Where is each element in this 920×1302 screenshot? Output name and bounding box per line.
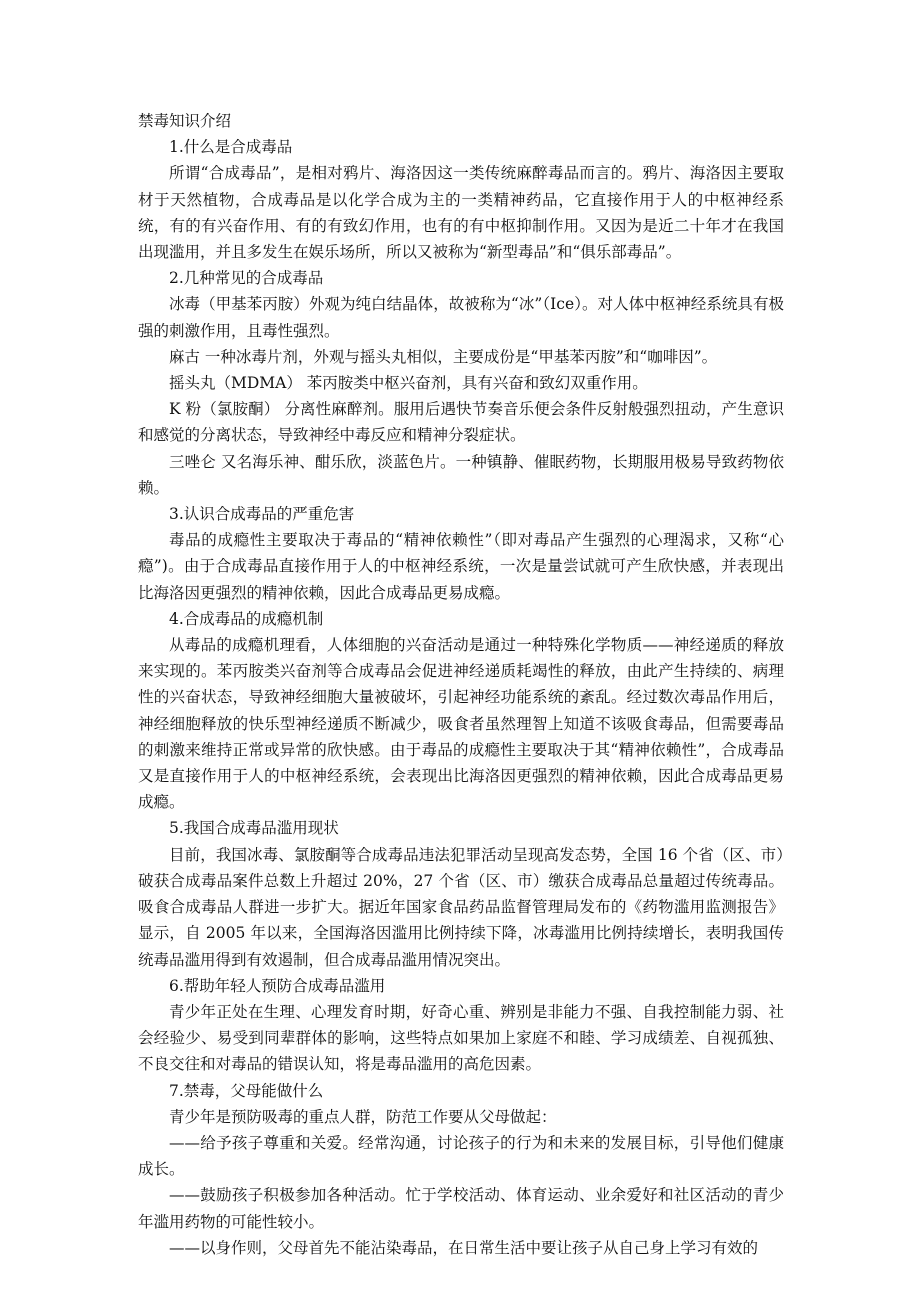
drug-ketamine-paragraph: K 粉（氯胺酮） 分离性麻醉剂。服用后遇快节奏音乐便会条件反射般强烈扭动，产生意识和感觉的分离状态，导致神经中毒反应和精神分裂症状。 <box>138 400 784 445</box>
section-5-heading: 5.我国合成毒品滥用现状 <box>169 819 339 838</box>
drug-magu-paragraph: 麻古 一种冰毒片剂，外观与摇头丸相似，主要成份是“甲基苯丙胺”和“咖啡因”。 <box>169 347 718 366</box>
section-1-heading: 1.什么是合成毒品 <box>169 138 293 157</box>
parent-tip-example: ——以身作则，父母首先不能沾染毒品，在日常生活中要让孩子从自己身上学习有效的 <box>169 1238 759 1257</box>
drug-ice-paragraph: 冰毒（甲基苯丙胺）外观为纯白结晶体，故被称为“冰”（Ice）。对人体中枢神经系统具有极强的刺激作用，且毒性强烈。 <box>138 295 784 340</box>
drug-triazolam-paragraph: 三唑仑 又名海乐神、酣乐欣，淡蓝色片。一种镇静、催眠药物，长期服用极易导致药物依赖。 <box>138 452 784 497</box>
parent-tip-activities: ——鼓励孩子积极参加各种活动。忙于学校活动、体育运动、业余爱好和社区活动的青少年滥用药物的可能性较小。 <box>138 1186 784 1231</box>
drug-mdma-paragraph: 摇头丸（MDMA） 苯丙胺类中枢兴奋剂，具有兴奋和致幻双重作用。 <box>169 374 648 393</box>
section-4-paragraph: 从毒品的成瘾机理看，人体细胞的兴奋活动是通过一种特殊化学物质——神经递质的释放来实现的。苯丙胺类兴奋剂等合成毒品会促进神经递质耗竭性的释放，由此产生持续的、病理性的兴奋状态，导致神经细胞大量被破坏，引起神经功能系统的紊乱。经过数次毒品作用后，神经细胞释放的快乐型神经递质不断减少，吸食者虽然理智上知道不该吸食毒品，但需要毒品的刺激来维持正常或异常的欣快感。由于毒品的成瘾性主要取决于其“精神依赖性”，合成毒品又是直接作用于人的中枢神经系统，会表现出比海洛因更强烈的精神依赖，因此合成毒品更易成瘾。 <box>138 636 784 812</box>
section-6-heading: 6.帮助年轻人预防合成毒品滥用 <box>169 976 386 995</box>
section-7-intro: 青少年是预防吸毒的重点人群，防范工作要从父母做起： <box>169 1107 557 1126</box>
section-1-paragraph: 所谓“合成毒品”，是相对鸦片、海洛因这一类传统麻醉毒品而言的。鸦片、海洛因主要取材于天然植物，合成毒品是以化学合成为主的一类精神药品，它直接作用于人的中枢神经系统，有的有兴奋作用、有的有致幻作用，也有的有中枢抑制作用。又因为是近二十年才在我国出现滥用，并且多发生在娱乐场所，所以又被称为“新型毒品”和“俱乐部毒品”。 <box>138 164 784 262</box>
section-5-paragraph: 目前，我国冰毒、氯胺酮等合成毒品违法犯罪活动呈现高发态势，全国 16 个省（区、市）破获合成毒品案件总数上升超过 20%，27 个省（区、市）缴获合成毒品总量超过传统毒品。吸食合成毒品人群进一步扩大。据近年国家食品药品监督管理局发布的《药物滥用监测报告》显示，自 2005 年以来，全国海洛因滥用比例持续下降，冰毒滥用比例持续增长，表明我国传统毒品滥用得到有效遏制，但合成毒品滥用情况突出。 <box>138 845 784 969</box>
document-body <box>138 108 784 1261</box>
section-2-heading: 2.几种常见的合成毒品 <box>169 269 324 288</box>
section-6-paragraph: 青少年正处在生理、心理发育时期，好奇心重、辨别是非能力不强、自我控制能力弱、社会经验少、易受到同辈群体的影响，这些特点如果加上家庭不和睦、学习成绩差、自视孤独、不良交往和对毒品的错误认知，将是毒品滥用的高危因素。 <box>138 1002 784 1074</box>
section-3-paragraph: 毒品的成瘾性主要取决于毒品的“精神依赖性”（即对毒品产生强烈的心理渴求，又称“心瘾”)。由于合成毒品直接作用于人的中枢神经系统，一次是量尝试就可产生欣快感，并表现出比海洛因更强烈的精神依赖，因此合成毒品更易成瘾。 <box>138 531 784 602</box>
section-4-heading: 4.合成毒品的成瘾机制 <box>169 609 324 628</box>
parent-tip-respect: ——给予孩子尊重和关爱。经常沟通，讨论孩子的行为和未来的发展目标，引导他们健康成长。 <box>138 1133 784 1179</box>
section-7-heading: 7.禁毒，父母能做什么 <box>169 1081 324 1100</box>
document-title: 禁毒知识介绍 <box>138 112 232 130</box>
section-3-heading: 3.认识合成毒品的严重危害 <box>169 505 355 524</box>
